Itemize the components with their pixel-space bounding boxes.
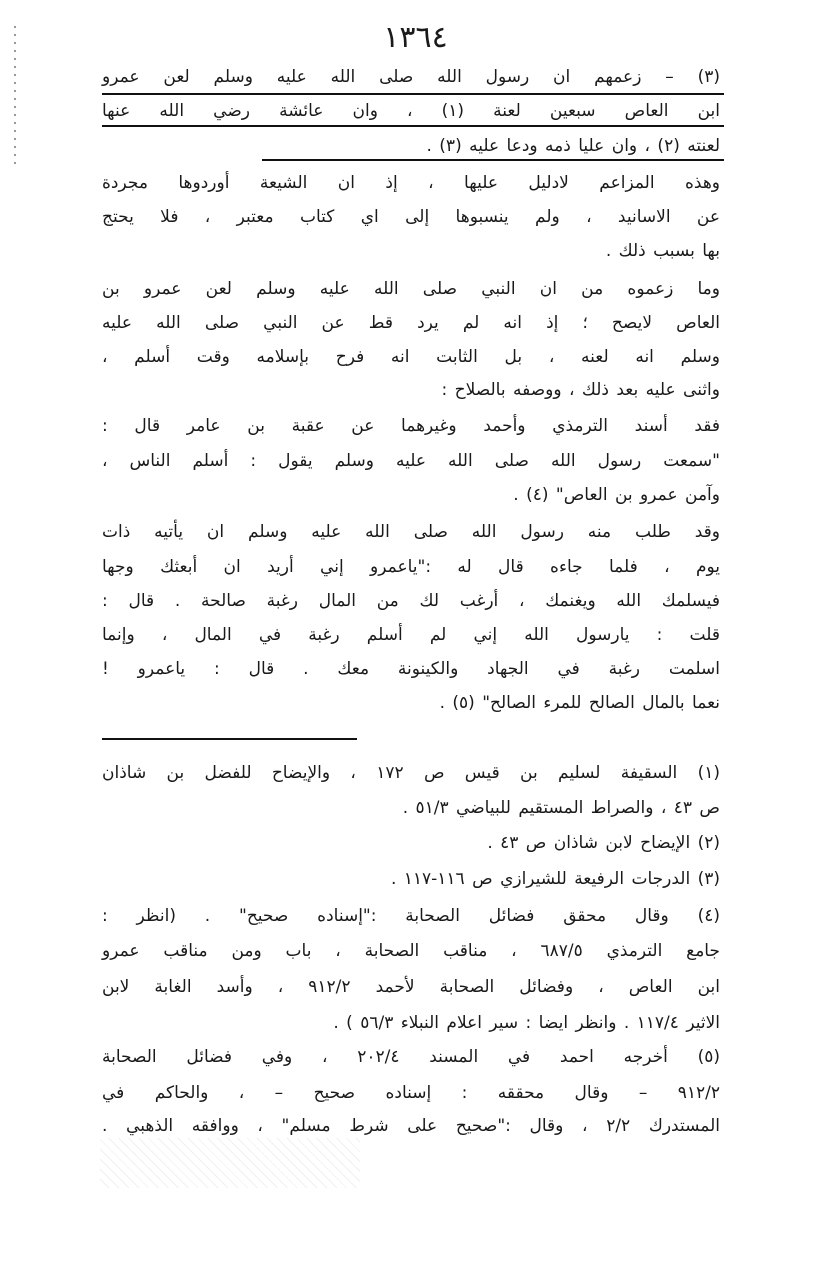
- body-line: وهذه المزاعم لادليل عليها ، إذ ان الشيعة أوردوها مجردة: [102, 173, 720, 193]
- footnote-line: (٥) أخرجه احمد في المسند ٢٠٢/٤ ، وفي فضائل الصحابة: [102, 1047, 721, 1067]
- body-line: وما زعموه من ان النبي صلى الله عليه وسلم لعن عمرو بن: [102, 279, 720, 299]
- body-line: قلت : يارسول الله إني لم أسلم رغبة في المال ، وإنما: [102, 625, 720, 645]
- scan-artifact: [100, 1138, 360, 1188]
- footnote-line: جامع الترمذي ٦٨٧/٥ ، مناقب الصحابة ، باب ومن مناقب عمرو: [102, 941, 720, 961]
- body-line: نعما بالمال الصالح للمرء الصالح" (٥) .: [439, 693, 720, 713]
- body-line: فيسلمك الله ويغنمك ، أرغب لك من المال رغبة صالحة . قال :: [102, 591, 720, 611]
- body-line: وآمن عمرو بن العاص" (٤) .: [513, 485, 720, 505]
- footnote-separator: [102, 738, 357, 740]
- underline-rule: [262, 159, 724, 161]
- footnote-line: ابن العاص ، وفضائل الصحابة لأحمد ٩١٢/٢ ، وأسد الغابة لابن: [102, 977, 721, 997]
- footnote-line: (٣) الدرجات الرفيعة للشيرازي ص ١١٦-١١٧ .: [390, 869, 720, 889]
- body-line: بها بسبب ذلك .: [605, 241, 720, 261]
- underline-rule: [102, 125, 724, 127]
- body-line: وقد طلب منه رسول الله صلى الله عليه وسلم ان يأتيه ذات: [102, 522, 720, 542]
- footnote-line: ص ٤٣ ، والصراط المستقيم للبياضي ٥١/٣ .: [402, 798, 720, 818]
- footnote-line: (٤) وقال محقق فضائل الصحابة :"إسناده صحيح" . (انظر :: [102, 906, 720, 926]
- body-line: فقد أسند الترمذي وأحمد وغيرهما عن عقبة بن عامر قال :: [102, 416, 720, 436]
- footnote-line: ٩١٢/٢ – وقال محققه : إسناده صحيح – ، والحاكم في: [102, 1083, 720, 1103]
- body-line: العاص لايصح ؛ إذ انه لم يرد قط عن النبي صلى الله عليه: [102, 313, 720, 333]
- underline-rule: [102, 93, 724, 95]
- footnote-line: (١) السقيفة لسليم بن قيس ص ١٧٢ ، والإيضاح للفضل بن شاذان: [102, 763, 720, 783]
- footnote-line: (٢) الإيضاح لابن شاذان ص ٤٣ .: [487, 833, 720, 853]
- body-line: اسلمت رغبة في الجهاد والكينونة معك . قال : ياعمرو !: [102, 659, 720, 679]
- body-line: "سمعت رسول الله صلى الله عليه وسلم يقول : أسلم الناس ،: [102, 451, 720, 471]
- body-line: ابن العاص سبعين لعنة (١) ، وان عائشة رضي الله عنها: [102, 101, 720, 121]
- body-line: واثنى عليه بعد ذلك ، ووصفه بالصلاح :: [441, 380, 720, 400]
- footnote-line: المستدرك ٢/٢ ، وقال :"صحيح على شرط مسلم" ، ووافقه الذهبي .: [102, 1116, 721, 1136]
- page-number: ١٣٦٤: [383, 20, 448, 55]
- body-line: عن الاسانيد ، ولم ينسبوها إلى اي كتاب معتبر ، فلا يحتج: [102, 207, 720, 227]
- body-line: لعنته (٢) ، وان عليا ذمه ودعا عليه (٣) .: [426, 136, 720, 156]
- body-line: (٣) – زعمهم ان رسول الله صلى الله عليه وسلم لعن عمرو: [102, 67, 720, 87]
- body-line: يوم ، فلما جاءه قال له :"ياعمرو إني أريد ان أبعثك وجها: [102, 557, 720, 577]
- footnote-line: الاثير ١١٧/٤ . وانظر ايضا : سير اعلام النبلاء ٥٦/٣ ) .: [333, 1013, 720, 1033]
- body-line: وسلم انه لعنه ، بل الثابت انه فرح بإسلامه وقت أسلم ،: [102, 347, 720, 367]
